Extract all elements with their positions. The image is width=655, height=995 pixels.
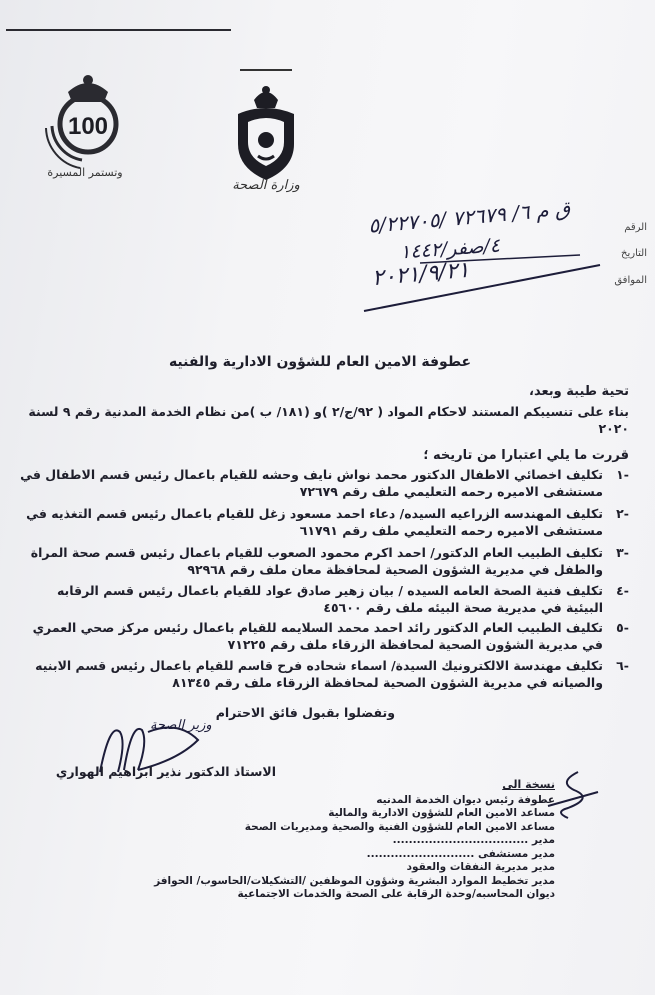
item-number: -٦ [616,658,629,673]
decision-heading: قررت ما يلي اعتبارا من تاريخه ؛ [423,448,629,463]
item-text: تكليف المهندسه الزراعيه السيده/ دعاء احمد مسعود زغل للقيام باعمال رئيس قسم التغذيه في مستشفى الاميره رحمه التعليمي ملف رقم ٦١٧٩١ [26,506,603,538]
item-number: -١ [616,467,629,482]
greeting: تحية طيبة وبعد، [529,384,629,399]
copy-line: مدير تخطيط الموارد البشرية وشؤون الموظفين /التشكيلات/الحاسوب/ الحوافز [154,874,555,887]
copy-line: مدير مستشفى ........................... [366,847,555,860]
handwriting-strokes [360,225,610,315]
item-number: -٢ [616,506,629,521]
copies-block [125,778,555,902]
list-item [19,466,629,500]
item-number: -٤ [616,583,629,598]
gregorian-date: ٢٠٢١/٩/٢١ [371,257,471,292]
signatory-name: الاستاذ الدكتور نذير ابراهيم الهواري [55,764,276,779]
item-number: -٣ [616,545,629,560]
corresponding-label: الموافق [614,275,647,286]
item-text: تكليف اخصائي الاطفال الدكتور محمد نواش نايف وحشه للقيام باعمال رئيس قسم الاطفال في مستشفى الاميره رحمه التعليمي ملف رقم ٧٢٦٧٩ [20,467,603,499]
top-rule [6,29,231,31]
copy-line: مدير .................................. [392,834,555,846]
signature-handwritten: وزير الصحة [150,718,212,733]
date-label: التاريخ [621,248,647,259]
item-text: تكليف مهندسة الالكترونيك السيدة/ اسماء شحاده فرح قاسم للقيام باعمال رئيس قسم الابنيه والصيانه في مديرية الشؤون الصحية لمحافظة الزرقاء ملف رقم ٨١٣٤٥ [35,658,603,690]
hijri-date: ٤/صفر/١٤٤٢ [399,234,501,264]
ref-label: الرقم [624,222,647,233]
copy-line: مدير مديرية النفقات والعقود [406,861,555,873]
copy-line: مساعد الامين العام للشؤون الفنية والصحية ومديريات الصحة [244,820,555,833]
closing-line: وتفضلوا بقبول فائق الاحترام [215,705,395,720]
ministry-emblem-icon [226,60,306,190]
item-text: تكليف الطبيب العام الدكتور/ احمد اكرم محمود الصعوب للقيام باعمال رئيس قسم صحة المراة والطفل في مديرية الشؤون الصحية لمحافظة معان ملف رقم ٩٢٩٦٨ [30,545,603,577]
list-item [19,505,629,539]
item-text: تكليف الطبيب العام الدكتور رائد احمد محمد السلايمه للقيام باعمال رئيس مركز صحي العمري في مديرية الشؤون الصحية لمحافظة الزرقاء ملف رقم ٧١٢٢٥ [32,620,603,652]
copy-line: عطوفة رئيس ديوان الخدمة المدنيه [376,793,555,806]
list-item [19,619,629,653]
letter-title: عطوفة الامين العام للشؤون الادارية والفنيه [168,354,472,370]
copy-line: مساعد الامين العام للشؤون الادارية والمالية [328,807,555,819]
ministry-name: وزارة الصحة [232,178,300,193]
list-item [19,544,629,578]
item-text: تكليف فنية الصحة العامه السيده / بيان زهير صادق عواد للقيام باعمال رئيس قسم الرقابه البيئية في مديرية صحة البيئه ملف رقم ٤٥٦٠٠ [56,583,603,615]
copy-line: ديوان المحاسبه/وحدة الرقابة على الصحة والخدمات الاجتماعية [237,888,555,900]
intro-paragraph: بناء على تنسيبكم المستند لاحكام المواد ( ٩٢/ج/٢ )و (١٨١/ ب )من نظام الخدمة المدنية رقم ٩ لسنة ٢٠٢٠ [28,404,629,436]
copies-heading: نسخة الى [502,778,555,791]
list-item [19,657,629,691]
list-item [19,582,629,616]
ref-value: ق م ٦/ ٧٢٦٧٩ /٥/٢٢٧٠٥ [367,196,572,238]
centenary-slogan: وتستمر المسيرة [47,166,123,179]
item-number: -٥ [616,620,629,635]
svg-text:100: 100 [67,113,109,140]
